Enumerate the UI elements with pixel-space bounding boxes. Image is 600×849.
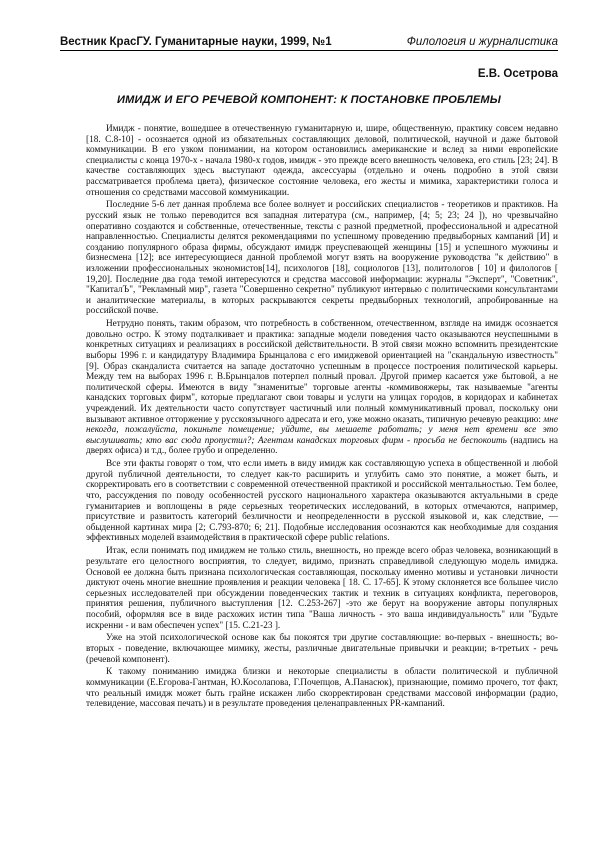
paragraph: Уже на этой психологической основе как бы покоятся три другие составляющие: во-первых - внешность; во-вторых - поведение, включающее мимику, жесты, различные двигательные привычки и реакции; в-третьих - речь (речевой компонент). [86, 633, 558, 665]
paragraph: Итак, если понимать под имиджем не только стиль, внешность, но прежде всего образ человека, возникающий в результате его целостного восприятия, то следует, видимо, признать справедливой следующую модель имиджа. Основой ее должна быть признана психологическая составляющая, поскольку именно мотивы и установки личности диктуют очень многие внешние проявления и реакции человека [ 18. С. 17-65]. К этому склоняется все большее число серьезных исследователей при обсуждении поведенческих тактик и техник в ситуациях конфликта, переговоров, принятия решения, публичного выступления [12. С.253-267] -это же берут на вооружение авторы популярных пособий, оформляя все в виде расхожих истин типа "Ваша личность - это ваша индивидуальность" или "Будьте искренни - и вам обеспечен успех" [15. С.21-23 ]. [86, 546, 558, 631]
article-body [86, 124, 558, 712]
journal-title: Вестник КрасГУ. Гуманитарные науки, 1999, №1 [60, 36, 332, 48]
paragraph [86, 319, 558, 457]
running-header [60, 36, 558, 51]
paragraph: Последние 5-6 лет данная проблема все более волнует и российских специалистов - теоретиков и практиков. На русский язык не только переводится вся западная литература (см., например, [4; 5; 23; 24 ]), но чрезвычайно оперативно создаются и собственные, отечественные, тексты с разной предметной, профессиональной и адресатной направленностью. Специалисты делятся рекомендациями по успешному проведению предвыборных кампаний [И] и созданию популярного образа фирмы, обсуждают имидж преуспевающей женщины [15] и успешного мужчины и бизнесмена [12]; все интересующиеся данной проблемой могут взять на вооружение руководства "к действию" в изложении профессиональных экономистов[14], психологов [18], социологов [13], политологов [ 10] и филологов [ 19,20]. Последние два года темой интересуются и средства массовой информации: журналы "Эксперт", "Советник", "КапиталЪ", "Рекламный мир", газета "Совершенно секретно" публикуют интервью с политическими консультантами и аналитические материалы, в которых раскрываются секреты предвыборных технологий, апробированные на российской почве. [86, 200, 558, 317]
quoted-reactions: мне некогда, пожалуйста, покиньте помещение; уйдите, вы мешаете работать; у меня нет времени все это выслушивать; кто вас сюда пропустил?; Агентам канадских торговых фирм - просьба не беспокоить [86, 414, 559, 446]
paragraph: К такому пониманию имиджа близки и некоторые специалисты в области политической и публичной коммуникации (Е.Егорова-Гантман, Ю.Косолапова, Г.Почепцов, А.Панасюк), признающие, помимо прочего, тот факт, что реальный имидж может быть грайне искажен либо скорректирован средствами массовой информации (радио, телевидение, массовая печать) и в результате проведения целенаправленных PR-кампаний. [86, 667, 558, 710]
section-title: Филология и журналистика [406, 36, 558, 48]
paragraph-text: (надпись на дверях офиса) и т.д., более грубо и определенно. [86, 435, 558, 457]
paragraph-text: Нетрудно понять, таким образом, что потребность в собственном, отечественном, взгляде на имидж осознается довольно остро. К этому подталкивает и практика: западные модели поведения часто оказываются неуспешными в конкретных ситуациях и реализациях в российской действительности. В этой связи можно вспомнить президентские выборы 1996 г. и кандидатуру Владимира Брынцалова с его имиджевой ориентацией на "скандальную известность" [9]. Образ скандалиста считается на западе достаточно успешным в процессе построения политической карьеры. Между тем на выборах 1996 г. В.Брынцалов потерпел полный провал. Другой пример касается уже бытовой, а не политической сферы. Имеются в виду "знаменитые" торговые агенты -коммивояжеры, так называемые "агенты канадских торговых фирм", которые предлагают свои товары и услуги на улицах городов, в коридорах и кабинетах учреждений. Их деятельности часто сопутствует частичный или полный коммуникативный провал, поскольку они вызывают активное отторжение у русскоязычного адресата и его, уже можно оказать, типичную речевую реакцию: [86, 319, 558, 425]
author-name: Е.В. Осетрова [477, 68, 558, 80]
paragraph: Все эти факты говорят о том, что если иметь в виду имидж как составляющую успеха в общественной и любой другой публичной деятельности, то следует как-то расширить и углубить само это понятие, а может быть, и скорректировать его в соответствии с современной отечественной практикой и российской ментальностью. Тем более, что, рассуждения по поводу особенностей русского национального характера оказываются актуальными в среде гуманитариев и воплощены в ряде серьезных теоретических исследований, в которых отмечаются, например, присутствие и развитость категорий безличности и неопределенности в русской языковой и, как следствие, — обыденной картинах мира [2; С.793-870; 6; 21]. Подобные исследования осознаются как необходимые для создания эффективных моделей взаимодействия в практической сфере public relations. [86, 459, 558, 544]
article-title: ИМИДЖ И ЕГО РЕЧЕВОЙ КОМПОНЕНТ: К ПОСТАНОВКЕ ПРОБЛЕМЫ [116, 94, 501, 106]
paragraph: Имидж - понятие, вошедшее в отечественную гуманитарную и, шире, общественную, практику совсем недавно [18. С.8-10] - осознается одной из обязательных составляющих деловой, политической, научной и даже бытовой коммуникации. В его узком понимании, на котором остановились американские и вслед за ними европейские специалисты с конца 1970-х - начала 1980-х годов, имидж - это прежде всего внешность человека, его стиль [23; 24]. В качестве составляющих здесь выступают одежда, аксессуары (отдельно и очень подробно в этой связи рассматривается проблема цвета), физическое состояние человека, его жесты и мимика, характеристики голоса и отношения со средствами массовой коммуникации. [86, 124, 558, 198]
